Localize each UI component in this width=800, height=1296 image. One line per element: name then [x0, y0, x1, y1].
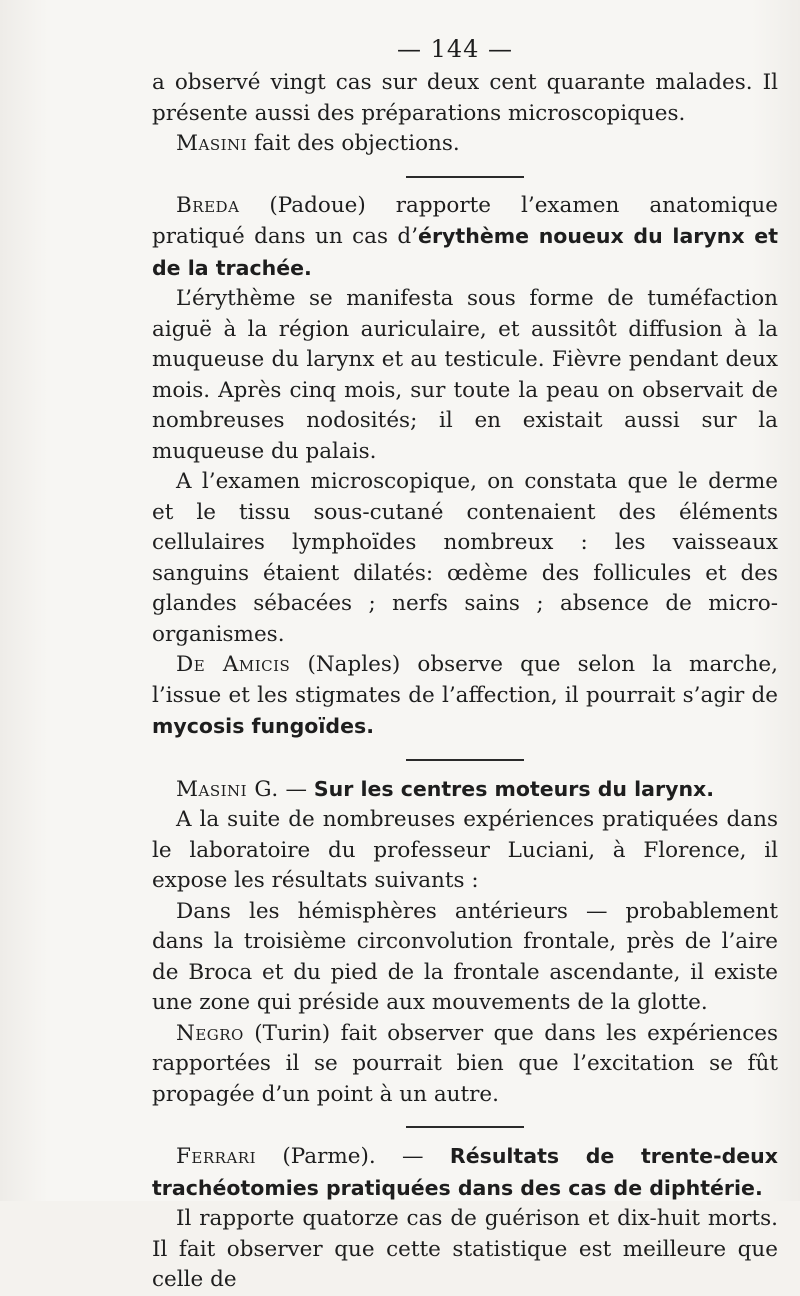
- topic-title: érythème noueux du larynx et de la trachée.: [152, 224, 778, 280]
- paragraph-text: A la suite de nombreuses expériences pratiquées dans le laboratoire du professeur Luciani, à Florence, il expose les résultats suivants :: [152, 807, 778, 893]
- author-name: Breda: [176, 192, 240, 218]
- paragraph-text: Dans les hémisphères antérieurs — probablement dans la troisième circonvolution frontale, près de l’aire de Broca et du pied de la frontale ascendante, il existe une zone qui préside aux mouvements de la glotte.: [152, 898, 778, 1015]
- paragraph-text: (Turin) fait observer que dans les expériences rapportées il se pourrait bien que l’excitation se fût propagée d’un point à un autre.: [152, 1020, 778, 1107]
- section-divider: [152, 1126, 778, 1128]
- topic-title: Résultats de trente-deux trachéotomies pratiquées dans des cas de diphtérie.: [152, 1144, 778, 1200]
- paragraph-text: (Padoue) rapporte l’examen anatomique pratiqué dans un cas d’: [152, 192, 778, 249]
- paragraph-text: A l’examen microscopique, on constata que le derme et le tissu sous-cutané contenaient des éléments cellulaires lymphoïdes nombreux : les vaisseaux sanguins étaient dilatés: œdème des follicules et des glandes sébacées ; nerfs sains ; absence de micro-organismes.: [152, 469, 778, 647]
- section-divider: [152, 176, 778, 178]
- paragraph: [152, 805, 778, 897]
- paragraph: [152, 897, 778, 1019]
- paragraph: [152, 1204, 778, 1296]
- paragraph: [152, 774, 778, 806]
- paragraph: [152, 129, 778, 160]
- page-number: — 144 —: [396, 35, 514, 63]
- author-name: Masini G.: [176, 776, 279, 802]
- paragraph-text: L’érythème se manifesta sous forme de tuméfaction aiguë à la région auriculaire, et aussitôt diffusion à la muqueuse du larynx et au testicule. Fièvre pendant deux mois. Après cinq mois, sur toute la peau on observait de nombreuses nodosités; il en existait aussi sur la muqueuse du palais.: [152, 286, 778, 464]
- body-text: [152, 68, 778, 1296]
- paragraph: [152, 68, 778, 129]
- section-divider: [152, 759, 778, 761]
- paragraph: [152, 1019, 778, 1111]
- author-name: Negro: [176, 1020, 244, 1046]
- author-name: De Amicis: [176, 652, 291, 677]
- paragraph: [152, 284, 778, 467]
- paragraph: [152, 650, 778, 743]
- paragraph: [152, 1141, 778, 1204]
- topic-title: mycosis fungoïdes.: [152, 714, 374, 738]
- paragraph-text: (Parme). —: [256, 1144, 450, 1169]
- topic-title: Sur les centres moteurs du larynx.: [313, 776, 715, 801]
- divider-line: [406, 1126, 524, 1128]
- author-name: Ferrari: [176, 1144, 257, 1169]
- paragraph: [152, 467, 778, 650]
- divider-line: [406, 759, 524, 761]
- paragraph: [152, 191, 778, 285]
- divider-line: [406, 176, 524, 178]
- paragraph-text: Il rapporte quatorze cas de guérison et dix-huit morts. Il fait observer que cette statistique est meilleure que celle de: [152, 1206, 778, 1292]
- author-name: Masini: [176, 131, 248, 156]
- separator: —: [278, 776, 314, 802]
- paragraph-text: a observé vingt cas sur deux cent quarante malades. Il présente aussi des préparations microscopiques.: [152, 70, 778, 126]
- paragraph-text: (Naples) observe que selon la marche, l’issue et les stigmates de l’affection, il pourrait s’agir de: [152, 652, 778, 708]
- paragraph-text: fait des objections.: [247, 131, 460, 156]
